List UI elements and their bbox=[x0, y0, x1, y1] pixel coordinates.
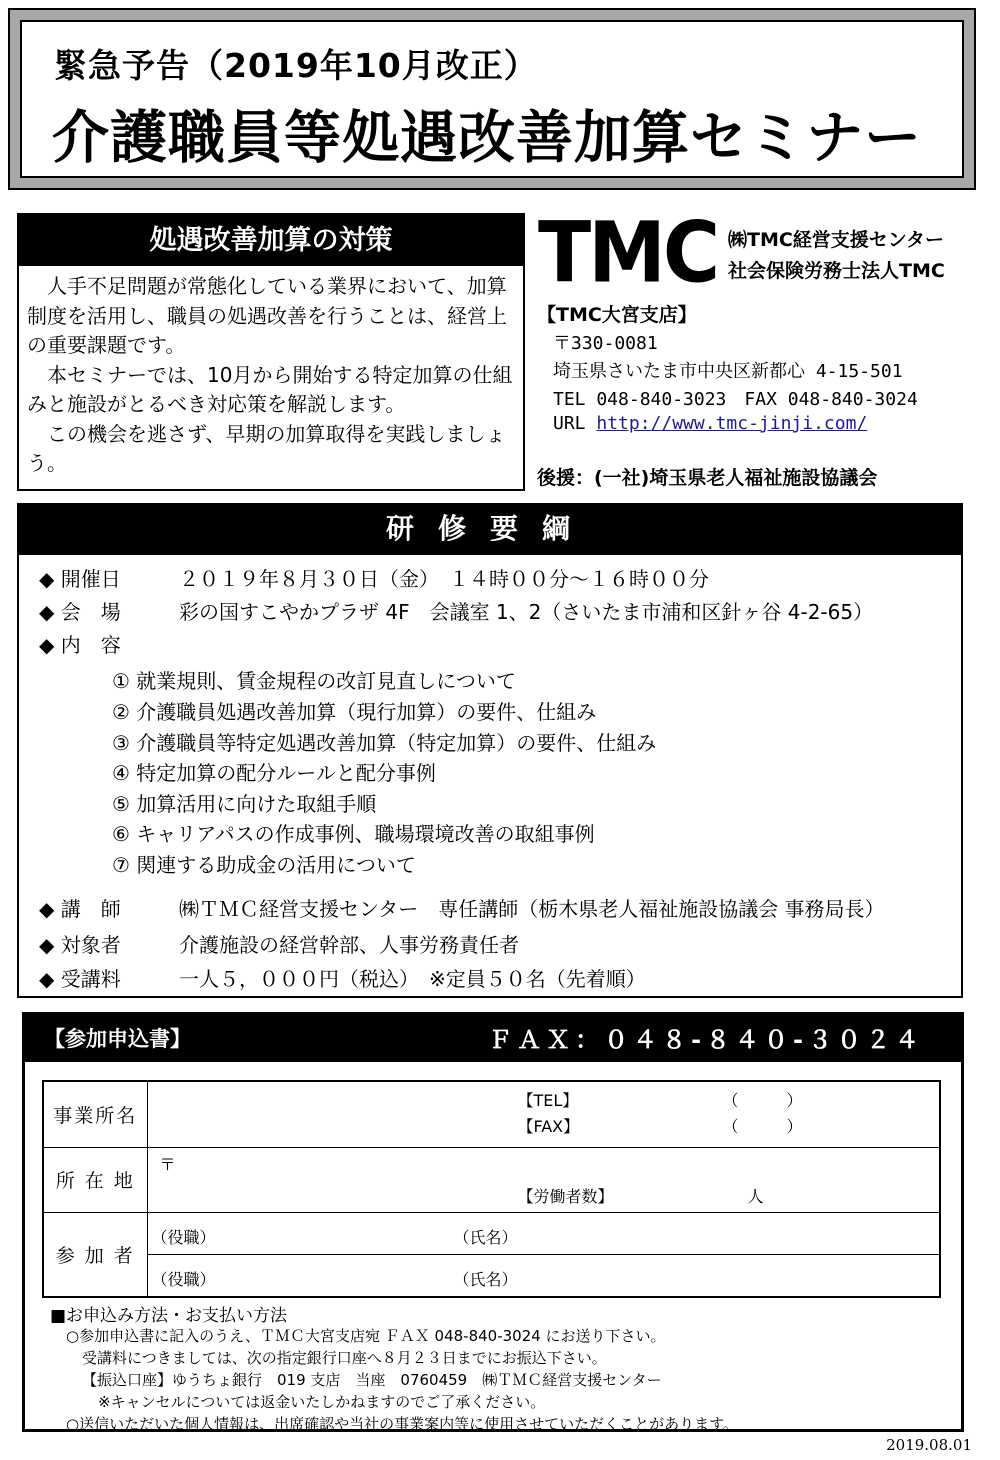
measures-paragraph-2: 本セミナーでは、10月から開始する特定加算の仕組みと施設がとるべき対応策を解説します。 bbox=[27, 362, 513, 416]
website-link[interactable]: http://www.tmc-jinji.com/ bbox=[596, 413, 868, 434]
url-label: URL bbox=[553, 413, 586, 434]
form-title: 【参加申込書】 bbox=[44, 1027, 191, 1051]
content-item-7: ⑦ 関連する助成金の活用について bbox=[112, 853, 416, 877]
venue-label: ◆ 会 場 bbox=[39, 600, 121, 624]
method-line-1: ○参加申込書に記入のうえ、ＴＭＣ大宮支店宛 ＦＡＸ 048-840-3024 にお送り下さい。 bbox=[66, 1327, 666, 1345]
venue-value: 彩の国すこやかプラザ 4F 会議室 1、2（さいたま市浦和区針ヶ谷 4-2-65） bbox=[179, 600, 874, 624]
measures-box bbox=[17, 213, 525, 491]
branch-name: 【TMC大宮支店】 bbox=[537, 304, 697, 326]
participant-label: 参 加 者 bbox=[43, 1212, 147, 1297]
content-item-3: ③ 介護職員等特定処遇改善加算（特定加算）の要件、仕組み bbox=[112, 731, 657, 755]
position-label: （役職） bbox=[151, 1269, 216, 1289]
name-label: （氏名） bbox=[453, 1269, 518, 1289]
outline-box bbox=[17, 553, 963, 998]
measures-paragraph-3: この機会を逃さず、早期の加算取得を実践しましょう。 bbox=[27, 421, 506, 475]
measures-paragraph-1: 人手不足問題が常態化している業界において、加算制度を活用し、職員の処遇改善を行うことは、経営上の重要課題です。 bbox=[27, 274, 507, 357]
tel-fax: TEL 048-840-3023 FAX 048-840-3024 bbox=[553, 389, 918, 410]
name-label: （氏名） bbox=[453, 1227, 518, 1247]
url-line bbox=[553, 413, 867, 434]
banner-subtitle: 緊急予告（2019年10月改正） bbox=[54, 46, 538, 85]
tel-label: 【TEL】 bbox=[517, 1091, 579, 1110]
workers-label: 【労働者数】 bbox=[517, 1186, 614, 1206]
document-date: 2019.08.01 bbox=[886, 1436, 972, 1454]
content-item-4: ④ 特定加算の配分ルールと配分事例 bbox=[112, 761, 436, 785]
application-table bbox=[42, 1080, 941, 1298]
location-label: 所 在 地 bbox=[43, 1147, 147, 1212]
header-banner bbox=[8, 8, 976, 190]
workers-unit: 人 bbox=[747, 1186, 764, 1206]
target-value: 介護施設の経営幹部、人事労務責任者 bbox=[179, 933, 519, 957]
office-field[interactable] bbox=[147, 1081, 940, 1147]
content-item-6: ⑥ キャリアパスの作成事例、職場環境改善の取組事例 bbox=[112, 822, 595, 846]
measures-body bbox=[19, 266, 523, 479]
location-field[interactable] bbox=[147, 1147, 940, 1212]
content-item-5: ⑤ 加算活用に向けた取組手順 bbox=[112, 792, 377, 816]
method-line-5: ○送信いただいた個人情報は、出席確認や当社の事業案内等に使用させていただくことがあります。 bbox=[66, 1415, 738, 1433]
content-item-2: ② 介護職員処遇改善加算（現行加算）の要件、仕組み bbox=[112, 700, 597, 724]
banner-inner bbox=[20, 20, 964, 178]
lecturer-label: ◆ 講 師 bbox=[39, 897, 121, 921]
fax-label: 【FAX】 bbox=[517, 1117, 580, 1136]
tel-paren: （ ） bbox=[722, 1091, 803, 1110]
date-label: ◆ 開催日 bbox=[39, 567, 121, 591]
lecturer-value: ㈱ＴＭＣ経営支援センター 専任講師（栃木県老人福祉施設協議会 事務局長） bbox=[179, 897, 885, 921]
method-line-4: ※キャンセルについては返金いたしかねますのでご了承ください。 bbox=[98, 1393, 546, 1411]
outline-title: 研修要綱 bbox=[17, 503, 963, 555]
participant-row-2[interactable] bbox=[147, 1254, 940, 1297]
target-label: ◆ 対象者 bbox=[39, 933, 121, 957]
method-title: ■お申込み方法・お支払い方法 bbox=[50, 1306, 288, 1326]
fee-label: ◆ 受講料 bbox=[39, 967, 121, 991]
office-label: 事業所名 bbox=[43, 1081, 147, 1147]
company-name-2: 社会保険労務士法人TMC bbox=[728, 260, 945, 282]
method-line-2: 受講料につきましては、次の指定銀行口座へ８月２３日までにお振込下さい。 bbox=[82, 1349, 607, 1367]
participant-row-1[interactable] bbox=[147, 1212, 940, 1254]
content-item-1: ① 就業規則、賃金規程の改訂見直しについて bbox=[112, 669, 516, 693]
content-label: ◆ 内 容 bbox=[39, 633, 121, 657]
company-name-1: ㈱TMC経営支援センター bbox=[728, 229, 945, 251]
banner-title: 介護職員等処遇改善加算セミナー bbox=[52, 105, 922, 171]
postal-mark: 〒 bbox=[159, 1154, 176, 1174]
position-label: （役職） bbox=[151, 1227, 216, 1247]
address: 埼玉県さいたま市中央区新都心 4-15-501 bbox=[553, 361, 903, 382]
form-fax-number: ＦＡＸ：０４８-８４０-３０２４ bbox=[488, 1026, 924, 1054]
date-value: ２０１９年８月３０日（金） １４時００分～１６時００分 bbox=[179, 567, 709, 591]
sponsor: 後援：(一社)埼玉県老人福祉施設協議会 bbox=[537, 467, 878, 489]
measures-title: 処遇改善加算の対策 bbox=[19, 215, 523, 266]
tmc-logo: TMC bbox=[538, 205, 718, 303]
postal-code: 〒330-0081 bbox=[553, 333, 658, 354]
fee-value: 一人５，０００円（税込） ※定員５０名（先着順） bbox=[179, 967, 646, 991]
form-header bbox=[22, 1012, 964, 1062]
method-line-3: 【振込口座】ゆうちょ銀行 019 支店 当座 0760459 ㈱ＴＭＣ経営支援センター bbox=[82, 1371, 662, 1389]
fax-paren: （ ） bbox=[722, 1117, 803, 1136]
